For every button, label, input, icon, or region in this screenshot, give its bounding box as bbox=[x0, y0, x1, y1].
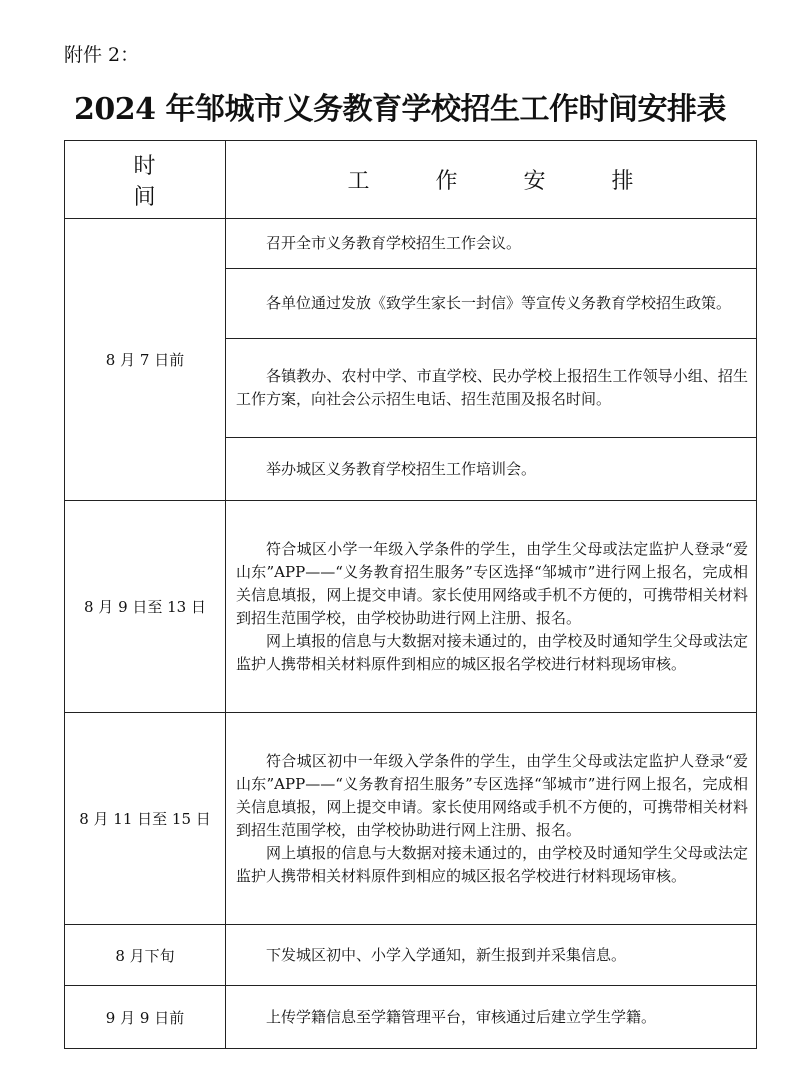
time-cell: 8 月 9 日至 13 日 bbox=[65, 501, 226, 713]
work-paragraph: 符合城区初中一年级入学条件的学生，由学生父母或法定监护人登录“爱山东”APP——“义务教育招生服务”专区选择“邹城市”进行网上报名，完成相关信息填报，网上提交申请。家长使用网络或手机不方便的，可携带相关材料到招生范围学校，由学校协助进行网上注册、报名。 bbox=[236, 751, 748, 839]
attachment-label: 附件 2： bbox=[64, 44, 140, 66]
time-cell: 8 月 7 日前 bbox=[65, 219, 226, 501]
work-cell bbox=[226, 339, 757, 438]
table-header-row bbox=[65, 141, 757, 219]
header-time: 时 间 bbox=[65, 141, 226, 219]
document-title: 2024 年邹城市义务教育学校招生工作时间安排表 bbox=[74, 92, 726, 127]
work-paragraph: 举办城区义务教育学校招生工作培训会。 bbox=[266, 459, 537, 478]
table-row bbox=[65, 219, 757, 269]
work-cell bbox=[226, 986, 757, 1049]
work-cell bbox=[226, 269, 757, 339]
work-paragraph: 网上填报的信息与大数据对接未通过的，由学校及时通知学生父母或法定监护人携带相关材料原件到相应的城区报名学校进行材料现场审核。 bbox=[236, 631, 748, 673]
work-cell bbox=[226, 438, 757, 501]
table-body bbox=[65, 219, 757, 1049]
table-row bbox=[65, 925, 757, 986]
work-paragraph: 符合城区小学一年级入学条件的学生，由学生父母或法定监护人登录“爱山东”APP——“义务教育招生服务”专区选择“邹城市”进行网上报名，完成相关信息填报，网上提交申请。家长使用网络或手机不方便的，可携带相关材料到招生范围学校，由学校协助进行网上注册、报名。 bbox=[236, 539, 748, 627]
work-paragraph: 下发城区初中、小学入学通知，新生报到并采集信息。 bbox=[266, 945, 627, 964]
table-row bbox=[65, 713, 757, 925]
work-paragraph: 网上填报的信息与大数据对接未通过的，由学校及时通知学生父母或法定监护人携带相关材料原件到相应的城区报名学校进行材料现场审核。 bbox=[236, 843, 748, 885]
time-cell: 9 月 9 日前 bbox=[65, 986, 226, 1049]
table-row bbox=[65, 986, 757, 1049]
work-cell bbox=[226, 925, 757, 986]
schedule-table bbox=[64, 140, 757, 1049]
header-work: 工 作 安 排 bbox=[226, 141, 757, 219]
work-paragraph: 上传学籍信息至学籍管理平台，审核通过后建立学生学籍。 bbox=[266, 1007, 657, 1026]
work-cell bbox=[226, 713, 757, 925]
work-cell bbox=[226, 219, 757, 269]
work-paragraph: 各镇教办、农村中学、市直学校、民办学校上报招生工作领导小组、招生工作方案，向社会公示招生电话、招生范围及报名时间。 bbox=[236, 367, 748, 408]
work-paragraph: 召开全市义务教育学校招生工作会议。 bbox=[266, 234, 522, 252]
work-cell bbox=[226, 501, 757, 713]
table-row bbox=[65, 501, 757, 713]
time-cell: 8 月下旬 bbox=[65, 925, 226, 986]
work-paragraph: 各单位通过发放《致学生家长一封信》等宣传义务教育学校招生政策。 bbox=[266, 294, 732, 312]
time-cell: 8 月 11 日至 15 日 bbox=[65, 713, 226, 925]
